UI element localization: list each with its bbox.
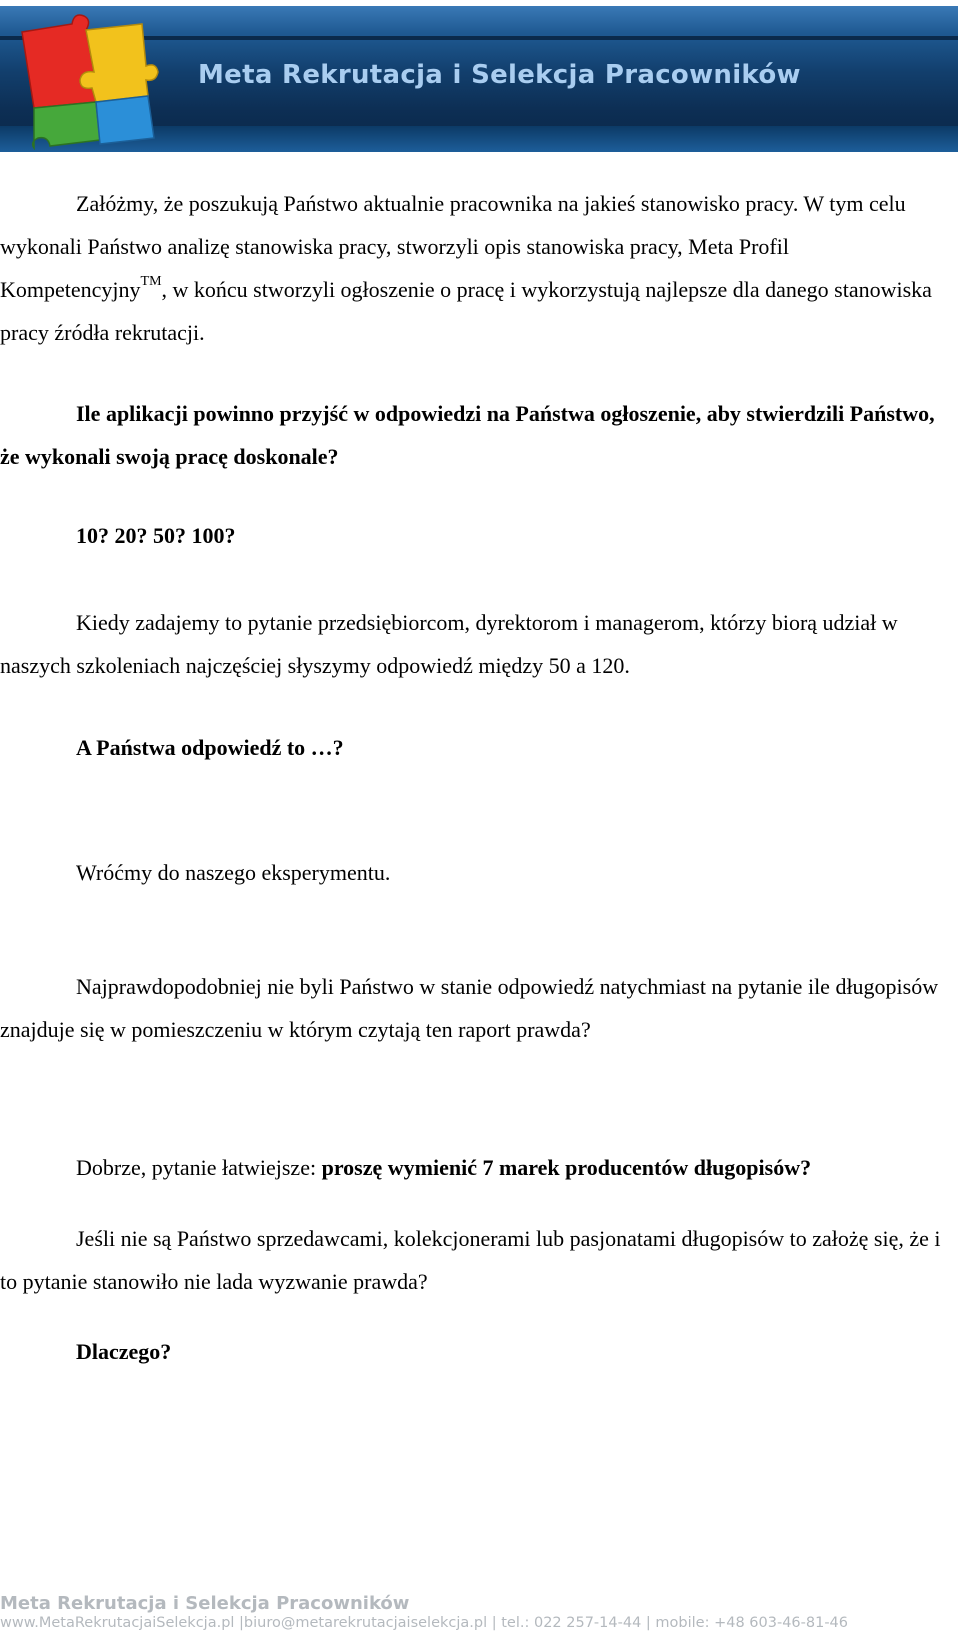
paragraph-intro: Załóżmy, że poszukują Państwo aktualnie pracownika na jakieś stanowisko pracy. W tym celu wykonali Państwo analizę stanowiska pracy, stworzyli opis stanowiska pracy, Meta Profil Kompetencyjny™, w końcu stworzyli ogłoszenie o pracę i wykorzystują najlepsze dla danego stanowiska pracy źródła rekrutacji. (0, 191, 932, 345)
paragraph-experiment: Wróćmy do naszego eksperymentu. (76, 860, 391, 885)
paragraph-challenge: Jeśli nie są Państwo sprzedawcami, kolekcjonerami lub pasjonatami długopisów to założę się, że i to pytanie stanowiło nie lada wyzwanie prawda? (0, 1226, 941, 1294)
paragraph-answers: Kiedy zadajemy to pytanie przedsiębiorcom, dyrektorom i managerom, którzy biorą udział w naszych szkoleniach najczęściej słyszymy odpowiedź między 50 a 120. (0, 610, 898, 678)
footer-contact: www.MetaRekrutacjaiSelekcja.pl |biuro@metarekrutacjaiselekcja.pl | tel.: 022 257-14-44 | mobile: +48 603-46-81-46 (0, 1615, 849, 1631)
paragraph-question: Ile aplikacji powinno przyjść w odpowiedzi na Państwa ogłoszenie, aby stwierdzili Państwo, że wykonali swoją pracę doskonale? (0, 401, 935, 469)
paragraph-your-answer: A Państwa odpowiedź to …? (76, 735, 344, 760)
footer-title: Meta Rekrutacja i Selekcja Pracowników (0, 1593, 410, 1614)
trademark-mark: TM (140, 274, 162, 289)
pen-brands-question: proszę wymienić 7 marek producentów długopisów? (321, 1155, 812, 1180)
page-footer (0, 1594, 958, 1632)
puzzle-pieces-logo (14, 10, 166, 150)
banner-title: Meta Rekrutacja i Selekcja Pracowników (198, 60, 801, 90)
paragraph-why: Dlaczego? (76, 1339, 172, 1364)
paragraph-numbers: 10? 20? 50? 100? (76, 523, 236, 548)
paragraph-easier-question: Dobrze, pytanie łatwiejsze: proszę wymienić 7 marek producentów długopisów? (76, 1155, 812, 1180)
paragraph-pens-question: Najprawdopodobniej nie byli Państwo w stanie odpowiedź natychmiast na pytanie ile długopisów znajduje się w pomieszczeniu w którym czytają ten raport prawda? (0, 974, 939, 1042)
header-banner (0, 6, 958, 152)
